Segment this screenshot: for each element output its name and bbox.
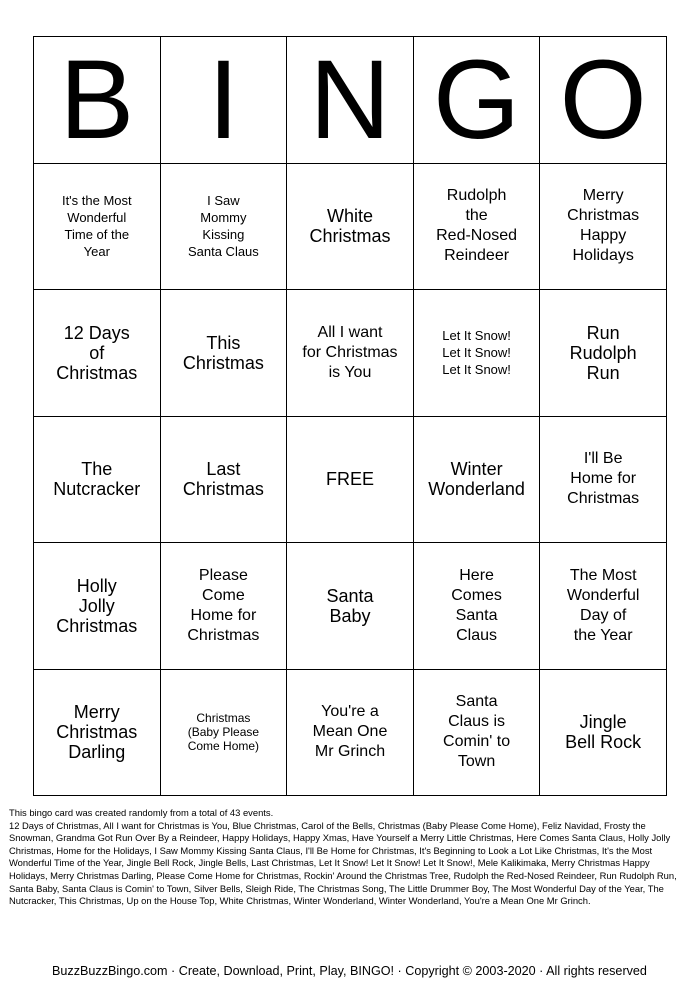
bingo-cell bbox=[413, 669, 540, 796]
header-letter-b: B bbox=[34, 37, 161, 164]
cell-text-line: Claus is bbox=[448, 713, 506, 731]
bingo-cell bbox=[160, 163, 287, 290]
cell-text-line: Reindeer bbox=[444, 247, 510, 265]
cell-text-line: Year bbox=[83, 244, 110, 260]
cell-text-line: Christmas bbox=[309, 226, 391, 247]
cell-text-line: I'll Be bbox=[583, 450, 623, 468]
cell-text-line: Rudolph bbox=[446, 187, 507, 205]
cell-text-line: FREE bbox=[325, 469, 374, 490]
bingo-cell bbox=[287, 416, 414, 543]
cell-text-line: Let It Snow! bbox=[442, 328, 511, 344]
bingo-cell bbox=[34, 163, 161, 290]
cell-text-line: Wonderland bbox=[428, 479, 525, 500]
header-letter-o: O bbox=[540, 37, 667, 164]
header-letter-g: G bbox=[413, 37, 540, 164]
bingo-cell bbox=[540, 669, 667, 796]
bingo-row bbox=[34, 669, 667, 796]
cell-text-line: of bbox=[89, 342, 105, 363]
cell-text-line: Christmas bbox=[567, 207, 640, 225]
cell-text-line: Here bbox=[459, 566, 494, 584]
cell-text-line: Christmas bbox=[182, 352, 264, 373]
bingo-cell bbox=[540, 163, 667, 290]
bingo-row bbox=[34, 163, 667, 290]
cell-text-line: Christmas bbox=[196, 711, 251, 726]
info-summary: This bingo card was created randomly from a total of 43 events. bbox=[9, 807, 274, 818]
cell-text-line: I Saw bbox=[207, 193, 240, 209]
cell-text-line: Christmas bbox=[182, 479, 264, 500]
cell-text-line: Red-Nosed bbox=[436, 227, 518, 245]
header-row bbox=[34, 37, 667, 164]
cell-text-line: Holly bbox=[76, 575, 117, 596]
cell-text-line: Wonderful bbox=[67, 210, 127, 226]
bingo-cell bbox=[34, 543, 161, 670]
site-footer: BuzzBuzzBingo.com · Create, Download, Print, Play, BINGO! · Copyright © 2003-2020 · All rights reserved bbox=[52, 964, 647, 978]
cell-text-line: The Most bbox=[569, 566, 637, 584]
event-list: 12 Days of Christmas, All I want for Christmas is You, Blue Christmas, Carol of the Bells, Christmas (Baby Please Come Home), Feliz Navidad, Frosty the Snowman, Grandma Got Run Over By a Reindeer, Happy Holidays, Happy Xmas, Have Yourself a Merry Little Christmas, Here Comes Santa Claus, Holly Jolly Christmas, Home for the Holidays, I Saw Mommy Kissing Santa Claus, I'll Be Home for Christmas, It's Beginning to Look a Lot Like Christmas, It's the Most Wonderful Time of the Year, Jingle Bell Rock, Jingle Bells, Last Christmas, Let It Snow! Let It Snow! Let It Snow!, Mele Kalikimaka, Merry Christmas Happy Holidays, Merry Christmas Darling, Please Come Home for Christmas, Rockin' Around the Christmas Tree, Rudolph the Red-Nosed Reindeer, Run Rudolph Run, Santa Baby, Santa Claus is Comin' to Town, Silver Bells, Sleigh Ride, The Christmas Song, The Little Drummer Boy, The Most Wonderful Day of the Year, The Nutcracker, This Christmas, Up on the House Top, White Christmas, Winter Wonderland, Winter Wonderland, You're a Mean One Mr Grinch. bbox=[9, 819, 677, 907]
cell-text-line: Happy bbox=[580, 227, 627, 245]
bingo-cell bbox=[413, 543, 540, 670]
cell-text-line: Santa bbox=[455, 693, 498, 711]
bingo-cell bbox=[34, 416, 161, 543]
bingo-cell bbox=[160, 416, 287, 543]
bingo-cell bbox=[413, 163, 540, 290]
cell-text-line: This bbox=[206, 332, 241, 353]
cell-text-line: You're a bbox=[321, 703, 379, 721]
cell-text-line: Merry bbox=[582, 187, 624, 205]
cell-text-line: Mommy bbox=[200, 210, 247, 226]
cell-text-line: Please bbox=[198, 566, 248, 584]
bingo-cell bbox=[413, 416, 540, 543]
cell-text-line: for Christmas bbox=[302, 343, 398, 361]
bingo-row bbox=[34, 290, 667, 417]
cell-text-line: Jingle bbox=[579, 712, 627, 733]
cell-text-line: It's the Most bbox=[61, 193, 132, 209]
cell-text-line: Santa bbox=[455, 606, 498, 624]
bingo-cell bbox=[160, 543, 287, 670]
cell-text-line: Holidays bbox=[572, 247, 634, 265]
cell-text-line: Comes bbox=[451, 586, 502, 604]
cell-text-line: Town bbox=[457, 753, 496, 771]
cell-text-line: 12 Days bbox=[63, 322, 130, 343]
cell-text-line: Come Home) bbox=[187, 739, 260, 754]
cell-text-line: Christmas bbox=[56, 362, 138, 383]
cell-text-line: Last bbox=[206, 459, 241, 480]
card-info bbox=[9, 807, 687, 908]
bingo-card bbox=[33, 36, 667, 796]
bingo-cell bbox=[287, 290, 414, 417]
cell-text-line: Jolly bbox=[78, 595, 115, 616]
bingo-cell bbox=[34, 669, 161, 796]
cell-text-line: Claus bbox=[456, 626, 498, 644]
cell-text-line: All I want bbox=[317, 323, 383, 341]
bingo-cell bbox=[540, 290, 667, 417]
cell-text-line: Santa Claus bbox=[187, 244, 259, 260]
cell-text-line: Santa bbox=[326, 585, 374, 606]
bingo-cell bbox=[287, 669, 414, 796]
bingo-cell bbox=[540, 543, 667, 670]
cell-text-line: Merry bbox=[73, 702, 120, 723]
cell-text-line: Home for bbox=[570, 470, 637, 488]
cell-text-line: Christmas bbox=[187, 626, 260, 644]
cell-text-line: Come bbox=[202, 586, 245, 604]
cell-text-line: Christmas bbox=[567, 490, 640, 508]
cell-text-line: Day of bbox=[580, 606, 627, 624]
cell-text-line: Home for bbox=[190, 606, 257, 624]
cell-text-line: Christmas bbox=[56, 722, 138, 743]
bingo-row bbox=[34, 543, 667, 670]
cell-text-line: is You bbox=[328, 363, 372, 381]
cell-text-line: Rudolph bbox=[569, 342, 637, 363]
cell-text-line: Christmas bbox=[56, 615, 138, 636]
header-letter-i: I bbox=[160, 37, 287, 164]
bingo-cell bbox=[287, 163, 414, 290]
cell-text-line: Nutcracker bbox=[53, 479, 141, 500]
cell-text-line: White bbox=[326, 206, 373, 227]
cell-text-line: Baby bbox=[329, 605, 371, 626]
cell-text-line: The bbox=[81, 459, 113, 480]
bingo-cell bbox=[287, 543, 414, 670]
cell-text-line: Wonderful bbox=[566, 586, 640, 604]
cell-text-line: Let It Snow! bbox=[442, 345, 511, 361]
bingo-cell bbox=[160, 290, 287, 417]
cell-text-line: Mr Grinch bbox=[314, 743, 386, 761]
bingo-row bbox=[34, 416, 667, 543]
cell-text-line: Kissing bbox=[202, 227, 245, 243]
cell-text-line: Mean One bbox=[312, 723, 388, 741]
cell-text-line: Comin' to bbox=[443, 733, 511, 751]
bingo-cell bbox=[540, 416, 667, 543]
bingo-cell bbox=[160, 669, 287, 796]
cell-text-line: Let It Snow! bbox=[442, 362, 511, 378]
bingo-cell bbox=[413, 290, 540, 417]
bingo-cell bbox=[34, 290, 161, 417]
header-letter-n: N bbox=[287, 37, 414, 164]
cell-text-line: Time of the bbox=[64, 227, 130, 243]
cell-text-line: Winter bbox=[450, 459, 503, 480]
cell-text-line: Run bbox=[586, 322, 620, 343]
cell-text-line: the bbox=[465, 207, 488, 225]
cell-text-line: Darling bbox=[68, 742, 126, 763]
cell-text-line: Run bbox=[586, 362, 620, 383]
cell-text-line: the Year bbox=[573, 626, 633, 644]
cell-text-line: Bell Rock bbox=[565, 732, 642, 753]
cell-text-line: (Baby Please bbox=[187, 725, 260, 740]
